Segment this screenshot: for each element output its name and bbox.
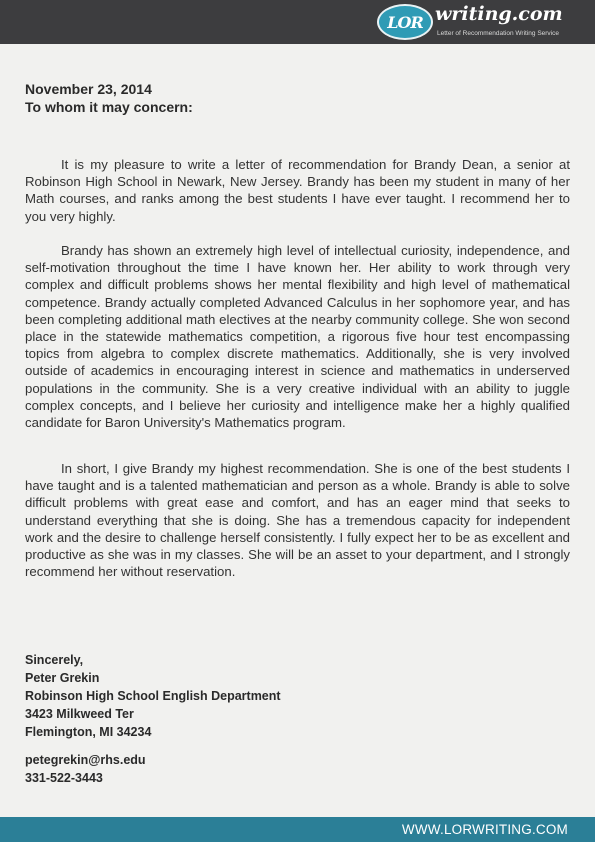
letter-paragraph: In short, I give Brandy my highest recommendation. She is one of the best students I have taught and is a talented mathematician and person as a whole. Brandy is able to solve difficult problems with great ease and comfort, and has an eager mind that seeks to understand everything that she is doing. She has a tremendous capacity for independent work and the desire to challenge herself consistently. I fully expect her to be as excellent and productive as she was in my classes. She will be an asset to your department, and I strongly recommend her without reservation. [25,461,570,580]
signer-phone: 331-522-3443 [25,771,103,785]
letter-paragraph: It is my pleasure to write a letter of recommendation for Brandy Dean, a senior at Robinson High School in Newark, New Jersey. Brandy has been my student in many of her Math courses, and ranks among the best students I have ever taught. I recommend her to you very highly. [25,157,570,224]
letter-greeting: To whom it may concern: [25,99,193,115]
closing: Sincerely, [25,653,84,667]
logo-text: LOR [387,12,423,32]
footer-bar [0,817,595,842]
signature-block [25,651,425,741]
signer-email[interactable]: petegrekin@rhs.edu [25,753,146,767]
header-bar [0,0,595,44]
signer-name: Peter Grekin [25,671,100,685]
brand-logo[interactable] [377,3,577,41]
address-line-1: 3423 Milkweed Ter [25,707,134,721]
footer-website-link[interactable]: WWW.LORWRITING.COM [401,822,568,837]
contact-block [25,751,425,787]
brand-name: writing.com [435,3,563,25]
address-line-2: Flemington, MI 34234 [25,725,152,739]
signer-organization: Robinson High School English Department [25,689,281,703]
letter-date: November 23, 2014 [25,81,152,97]
letter-paragraph: Brandy has shown an extremely high level of intellectual curiosity, independence, and self-motivation throughout the time I have known her. Her ability to work through very complex and difficult problems shows her mental flexibility and high level of mathematical competence. Brandy actually completed Advanced Calculus in her sophomore year, and has been completing additional math electives at the nearby community college. She won second place in the statewide mathematics competition, a rigorous five hour test encompassing topics from algebra to complex discrete mathematics. Additionally, she is very involved outside of academics in encouraging interest in science and mathematics in underserved populations in the community. She is a very creative individual with an ability to juggle complex concepts, and I believe her curiosity and intelligence make her a highly qualified candidate for Baron University's Mathematics program. [25,243,570,431]
brand-tagline: Letter of Recommendation Writing Service [437,30,559,37]
lor-logo-badge [377,4,433,40]
